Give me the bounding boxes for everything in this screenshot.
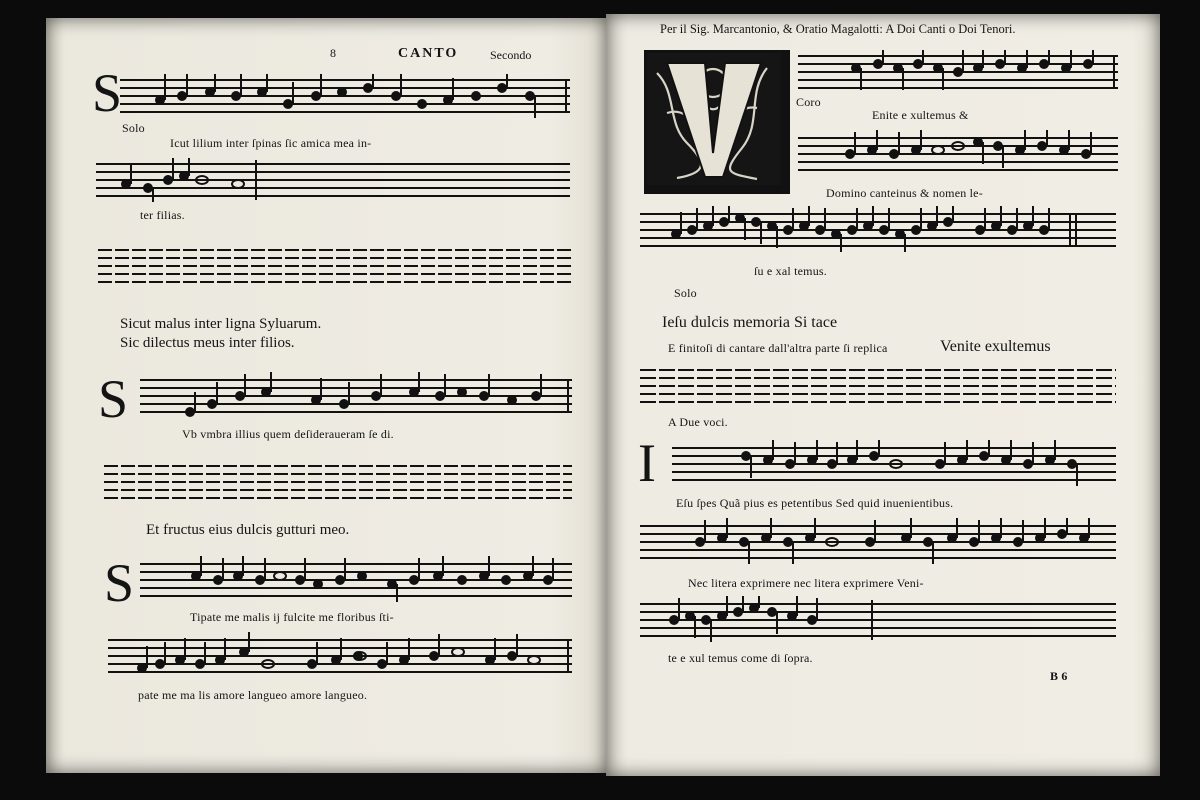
- music-staff: [120, 74, 570, 118]
- text-line: Venite exultemus: [940, 338, 1051, 355]
- lyrics-line: Nec litera exprimere nec litera exprimere Veni-: [688, 576, 924, 590]
- music-staff: [640, 206, 1116, 254]
- music-staff: [640, 518, 1116, 564]
- left-page-number: 8: [330, 46, 336, 60]
- initial-s-1: S: [92, 63, 123, 123]
- music-staff: [140, 372, 572, 418]
- music-staff: [672, 440, 1116, 486]
- lyrics-line: Eſu ſpes Quã pius es petentibus Sed quid inuenientibus.: [676, 496, 954, 510]
- left-header-canto: CANTO: [398, 46, 459, 61]
- lyrics-line: Enite e xultemus &: [872, 108, 969, 122]
- left-header-secondo: Secondo: [490, 48, 532, 62]
- text-line: A Due voci.: [668, 415, 728, 429]
- text-line: E finitoſi di cantare dall'altra parte ſi replica: [668, 341, 888, 355]
- lyrics-line: ter filias.: [140, 208, 185, 222]
- lyrics-line: te e xul temus come di ſopra.: [668, 651, 813, 665]
- initial-s-3: S: [104, 553, 135, 613]
- voice-label-solo: Solo: [674, 286, 697, 300]
- lyrics-line: ſu e xal temus.: [754, 264, 827, 278]
- lyrics-line: Vb vmbra illius quem deſideraueram ſe di.: [182, 427, 394, 441]
- lyrics-line: Tipate me malis ij fulcite me floribus ſti-: [190, 610, 394, 624]
- right-page-header: Per il Sig. Marcantonio, & Oratio Magalotti: A Doi Canti o Doi Tenori.: [660, 22, 1016, 36]
- music-staff: [798, 130, 1118, 176]
- text-line: Et fructus eius dulcis gutturi meo.: [146, 522, 350, 538]
- text-line: Sicut malus inter ligna Syluarum.: [120, 316, 322, 332]
- music-staff: [108, 632, 572, 678]
- initial-s-2: S: [98, 369, 129, 429]
- empty-staff: [98, 246, 572, 286]
- music-staff: [798, 50, 1118, 94]
- music-staff: [140, 556, 572, 602]
- voice-label-coro: Coro: [796, 95, 821, 109]
- empty-staff: [104, 462, 572, 502]
- text-line: Sic dilectus meus inter filios.: [120, 335, 295, 351]
- music-staff: [640, 596, 1116, 642]
- initial-i: I: [638, 433, 656, 493]
- decorated-initial-v: [644, 50, 790, 194]
- text-line: Ieſu dulcis memoria Si tace: [662, 314, 838, 331]
- page-signature: B 6: [1050, 669, 1068, 683]
- lyrics-line: Icut lilium inter ſpinas ſic amica mea in-: [170, 136, 372, 150]
- music-staff: [96, 158, 570, 202]
- lyrics-line: pate me ma lis amore langueo amore langueo.: [138, 688, 368, 702]
- voice-label-solo: Solo: [122, 121, 145, 135]
- empty-staff: [640, 366, 1116, 408]
- lyrics-line: Domino canteinus & nomen le-: [826, 186, 983, 200]
